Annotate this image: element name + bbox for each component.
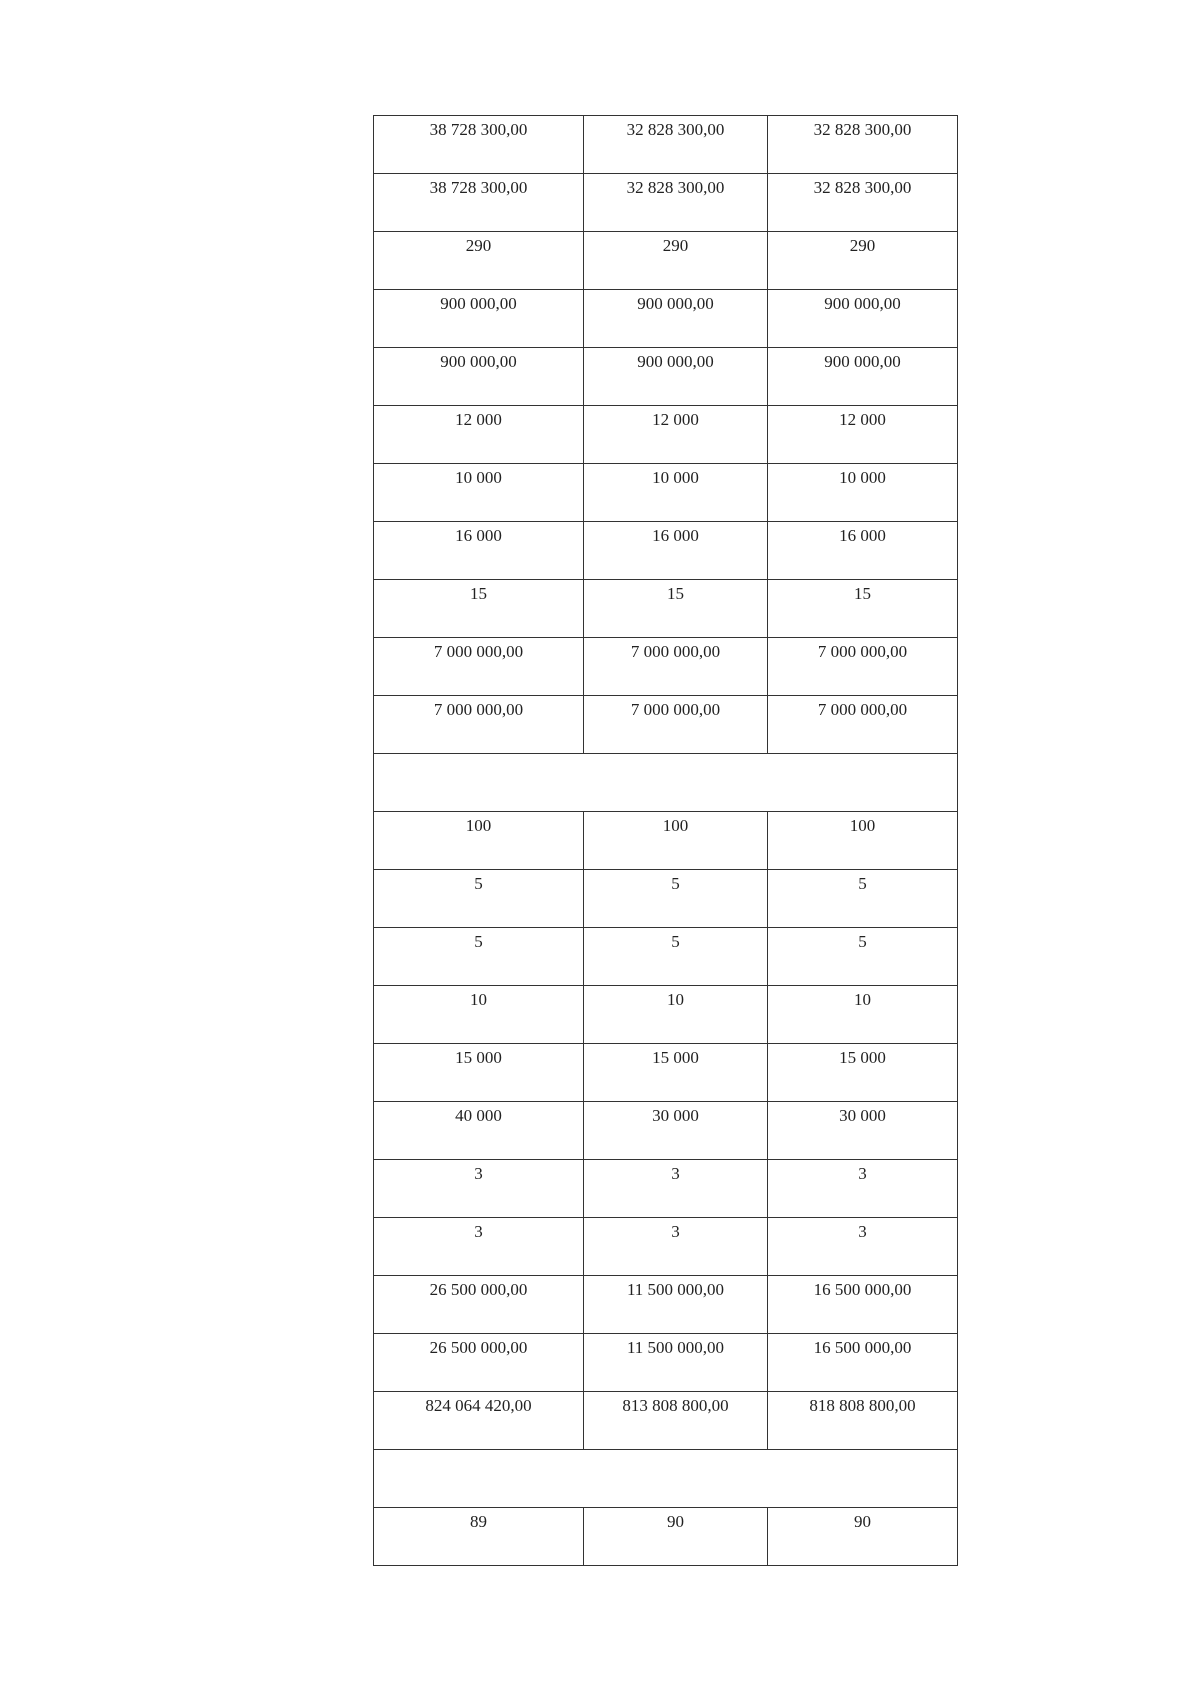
table-cell [584, 232, 768, 290]
table-body [374, 116, 958, 1566]
cell-value: 11 500 000,00 [626, 1338, 725, 1357]
table-cell [768, 928, 958, 986]
table-cell [584, 1218, 768, 1276]
table-row [374, 1276, 958, 1334]
table-row [374, 1392, 958, 1450]
table-row [374, 696, 958, 754]
table-cell [768, 290, 958, 348]
table-cell [768, 870, 958, 928]
table-row [374, 870, 958, 928]
cell-value: 15 000 [652, 1048, 699, 1067]
table-cell [768, 696, 958, 754]
table-cell [768, 232, 958, 290]
table-cell [374, 986, 584, 1044]
cell-value: 10 000 [652, 468, 699, 487]
table-cell [374, 174, 584, 232]
table-row [374, 1102, 958, 1160]
cell-value: 290 [849, 236, 876, 255]
table-cell [584, 1508, 768, 1566]
table-row [374, 1508, 958, 1566]
cell-value: 900 000,00 [440, 294, 517, 313]
cell-value: 824 064 420,00 [425, 1396, 532, 1415]
cell-value: 900 000,00 [824, 294, 901, 313]
cell-value: 15 000 [455, 1048, 502, 1067]
table-cell [768, 812, 958, 870]
table-cell [768, 174, 958, 232]
table-cell [768, 348, 958, 406]
table-row [374, 174, 958, 232]
table-row [374, 812, 958, 870]
table-cell-empty [374, 1450, 958, 1508]
table-cell [768, 406, 958, 464]
table-cell [584, 1160, 768, 1218]
table-cell [374, 1218, 584, 1276]
table-cell [768, 116, 958, 174]
table-cell [768, 1392, 958, 1450]
table-cell [374, 1102, 584, 1160]
table-row [374, 464, 958, 522]
table-row [374, 406, 958, 464]
cell-value: 290 [662, 236, 689, 255]
table-cell [768, 1160, 958, 1218]
table-row [374, 928, 958, 986]
cell-value: 5 [474, 874, 483, 893]
cell-value: 16 000 [652, 526, 699, 545]
cell-value: 26 500 000,00 [429, 1280, 528, 1299]
table-cell [584, 870, 768, 928]
cell-value: 900 000,00 [824, 352, 901, 371]
table-cell [374, 348, 584, 406]
cell-value: 15 [667, 584, 684, 603]
table-cell-empty [374, 754, 958, 812]
cell-value: 16 500 000,00 [813, 1338, 912, 1357]
cell-value: 7 000 000,00 [433, 642, 524, 661]
cell-value: 32 828 300,00 [813, 178, 912, 197]
table-cell [374, 116, 584, 174]
table-row [374, 232, 958, 290]
table-cell [584, 406, 768, 464]
table-cell [584, 290, 768, 348]
table-cell [768, 1102, 958, 1160]
cell-value: 16 000 [455, 526, 502, 545]
table-row [374, 580, 958, 638]
table-cell [768, 464, 958, 522]
cell-value: 10 000 [455, 468, 502, 487]
table-row [374, 116, 958, 174]
cell-value: 818 808 800,00 [809, 1396, 916, 1415]
table-cell [584, 928, 768, 986]
table-cell [584, 696, 768, 754]
cell-value: 7 000 000,00 [817, 700, 908, 719]
table-cell [374, 1276, 584, 1334]
table-cell [374, 1160, 584, 1218]
cell-value: 100 [465, 816, 492, 835]
cell-value: 3 [474, 1222, 483, 1241]
cell-value: 100 [849, 816, 876, 835]
table-cell [768, 638, 958, 696]
table-cell [584, 116, 768, 174]
table-cell [584, 1044, 768, 1102]
cell-value: 32 828 300,00 [626, 178, 725, 197]
table-cell [768, 1334, 958, 1392]
table-row [374, 1044, 958, 1102]
cell-value: 7 000 000,00 [630, 700, 721, 719]
cell-value: 5 [671, 874, 680, 893]
cell-value: 3 [474, 1164, 483, 1183]
cell-value: 16 000 [839, 526, 886, 545]
cell-value: 10 000 [839, 468, 886, 487]
table-cell [374, 638, 584, 696]
cell-value: 89 [470, 1512, 487, 1531]
cell-value: 90 [854, 1512, 871, 1531]
cell-value: 3 [858, 1164, 867, 1183]
table-cell [374, 696, 584, 754]
cell-value: 10 [470, 990, 487, 1009]
table-row-empty [374, 1450, 958, 1508]
table-cell [584, 348, 768, 406]
table-cell [584, 1102, 768, 1160]
cell-value: 12 000 [455, 410, 502, 429]
table-cell [768, 1218, 958, 1276]
table-cell [374, 522, 584, 580]
cell-value: 11 500 000,00 [626, 1280, 725, 1299]
table-row-empty [374, 754, 958, 812]
table-cell [768, 1044, 958, 1102]
table-cell [374, 580, 584, 638]
cell-value: 900 000,00 [637, 294, 714, 313]
table-row [374, 348, 958, 406]
cell-value: 10 [854, 990, 871, 1009]
table-row [374, 638, 958, 696]
table-row [374, 1160, 958, 1218]
cell-value: 26 500 000,00 [429, 1338, 528, 1357]
cell-value: 3 [858, 1222, 867, 1241]
cell-value: 32 828 300,00 [813, 120, 912, 139]
cell-value: 32 828 300,00 [626, 120, 725, 139]
table-cell [374, 1392, 584, 1450]
cell-value: 5 [858, 874, 867, 893]
cell-value: 3 [671, 1222, 680, 1241]
table-cell [374, 464, 584, 522]
table-cell [584, 812, 768, 870]
table-cell [374, 406, 584, 464]
table-cell [768, 522, 958, 580]
cell-value: 900 000,00 [637, 352, 714, 371]
cell-value: 813 808 800,00 [622, 1396, 729, 1415]
cell-value: 3 [671, 1164, 680, 1183]
cell-value: 12 000 [839, 410, 886, 429]
cell-value: 15 [470, 584, 487, 603]
table-cell [374, 1508, 584, 1566]
table-cell [584, 174, 768, 232]
cell-value: 900 000,00 [440, 352, 517, 371]
cell-value: 38 728 300,00 [429, 120, 528, 139]
cell-value: 30 000 [652, 1106, 699, 1125]
table-cell [374, 812, 584, 870]
cell-value: 12 000 [652, 410, 699, 429]
cell-value: 5 [474, 932, 483, 951]
table-row [374, 522, 958, 580]
cell-value: 30 000 [839, 1106, 886, 1125]
table-cell [768, 1508, 958, 1566]
cell-value: 15 000 [839, 1048, 886, 1067]
cell-value: 7 000 000,00 [630, 642, 721, 661]
cell-value: 38 728 300,00 [429, 178, 528, 197]
table-cell [584, 580, 768, 638]
cell-value: 7 000 000,00 [433, 700, 524, 719]
cell-value: 15 [854, 584, 871, 603]
cell-value: 7 000 000,00 [817, 642, 908, 661]
table-cell [584, 1392, 768, 1450]
table-cell [768, 986, 958, 1044]
table-cell [374, 232, 584, 290]
cell-value: 90 [667, 1512, 684, 1531]
table-cell [584, 464, 768, 522]
data-table [373, 115, 958, 1566]
table-row [374, 290, 958, 348]
table-cell [584, 1276, 768, 1334]
table-cell [768, 580, 958, 638]
table-cell [374, 1044, 584, 1102]
table-cell [584, 522, 768, 580]
table-cell [768, 1276, 958, 1334]
table-cell [374, 928, 584, 986]
cell-value: 290 [465, 236, 492, 255]
table-cell [374, 290, 584, 348]
table-cell [584, 638, 768, 696]
table-cell [584, 986, 768, 1044]
cell-value: 40 000 [455, 1106, 502, 1125]
cell-value: 10 [667, 990, 684, 1009]
table-cell [584, 1334, 768, 1392]
table-cell [374, 1334, 584, 1392]
cell-value: 5 [671, 932, 680, 951]
cell-value: 16 500 000,00 [813, 1280, 912, 1299]
table-row [374, 986, 958, 1044]
table-cell [374, 870, 584, 928]
table-row [374, 1218, 958, 1276]
table-row [374, 1334, 958, 1392]
cell-value: 100 [662, 816, 689, 835]
cell-value: 5 [858, 932, 867, 951]
